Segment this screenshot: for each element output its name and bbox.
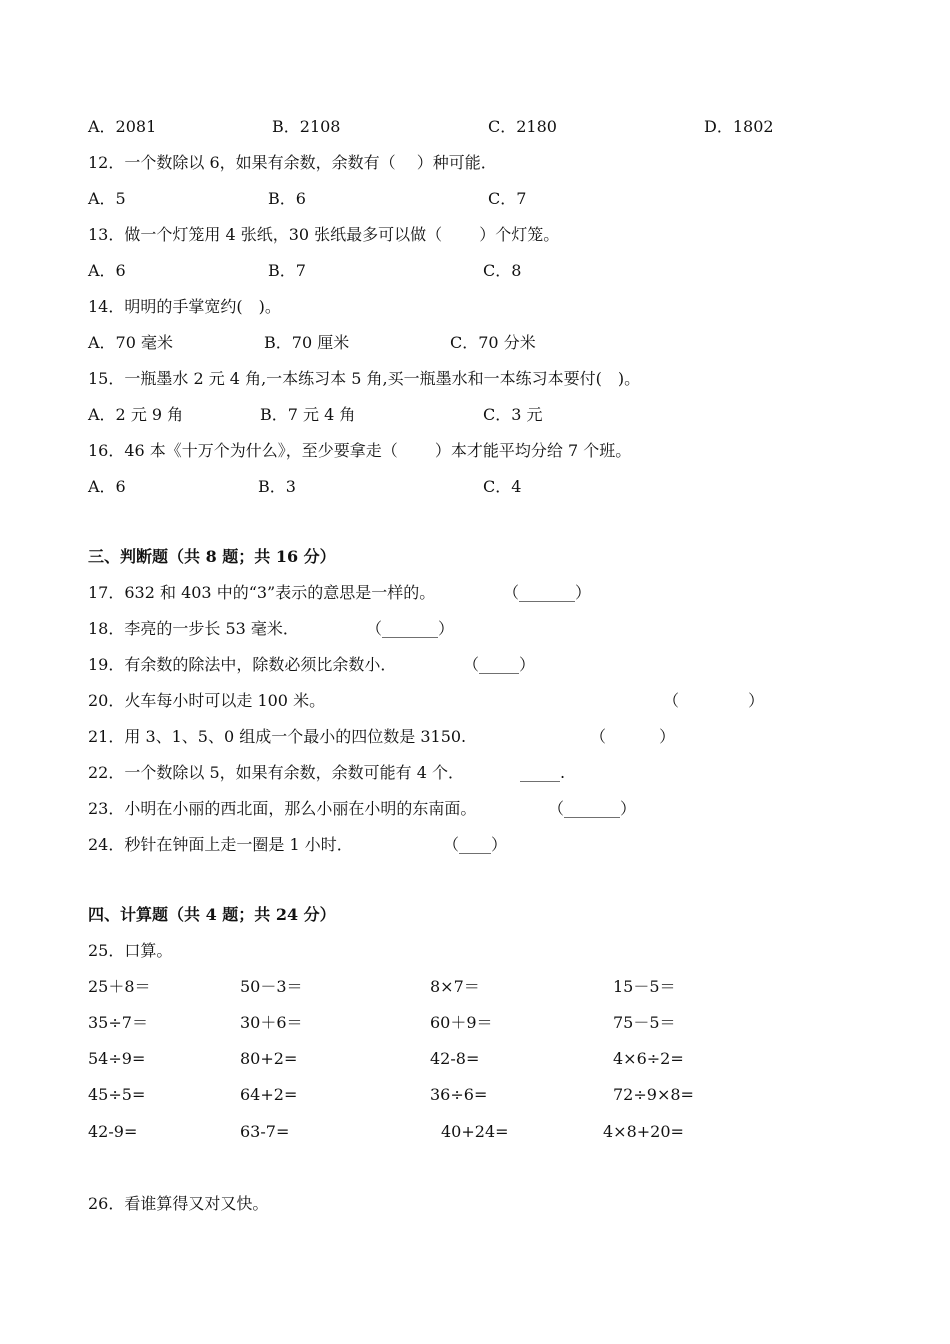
q23-answer-blank[interactable]: （_______） bbox=[548, 799, 637, 818]
q24-answer-blank[interactable]: （____） bbox=[443, 835, 508, 854]
q18-answer-blank[interactable]: （_______） bbox=[366, 619, 455, 638]
q14-text: 14．明明的手掌宽约( )。 bbox=[88, 297, 281, 316]
q16-option-b: B．3 bbox=[258, 477, 296, 496]
q11-option-a: A．2081 bbox=[88, 117, 157, 136]
q22-answer-blank[interactable]: _____. bbox=[520, 763, 566, 782]
q24-text: 24．秒针在钟面上走一圈是 1 小时． bbox=[88, 835, 353, 854]
calc-item: 42-9= bbox=[88, 1122, 138, 1141]
q11-option-b: B．2108 bbox=[272, 117, 341, 136]
q14-option-b: B．70 厘米 bbox=[264, 333, 350, 352]
q13-text: 13．做一个灯笼用 4 张纸，30 张纸最多可以做（ ）个灯笼。 bbox=[88, 225, 560, 244]
calc-item: 50－3＝ bbox=[240, 977, 303, 996]
q20-text: 20．火车每小时可以走 100 米。 bbox=[88, 691, 326, 710]
q18-text: 18．李亮的一步长 53 毫米． bbox=[88, 619, 299, 638]
q12-option-c: C．7 bbox=[488, 189, 527, 208]
calc-item: 36÷6= bbox=[430, 1085, 488, 1104]
q23-text: 23．小明在小丽的西北面，那么小丽在小明的东南面。 bbox=[88, 799, 477, 818]
q16-option-c: C．4 bbox=[483, 477, 522, 496]
calc-item: 35÷7＝ bbox=[88, 1013, 148, 1032]
calc-item: 45÷5= bbox=[88, 1085, 146, 1104]
q15-option-c: C．3 元 bbox=[483, 405, 543, 424]
calc-item: 42-8= bbox=[430, 1049, 480, 1068]
q21-answer-blank[interactable]: （ ） bbox=[590, 727, 676, 746]
q25-text: 25．口算。 bbox=[88, 941, 173, 960]
section3-heading: 三、判断题（共 8 题；共 16 分） bbox=[88, 547, 336, 566]
calc-item: 15－5＝ bbox=[613, 977, 676, 996]
calc-item: 60＋9＝ bbox=[430, 1013, 493, 1032]
q16-option-a: A．6 bbox=[88, 477, 126, 496]
q17-answer-blank[interactable]: （_______） bbox=[503, 583, 592, 602]
section4-heading: 四、计算题（共 4 题；共 24 分） bbox=[88, 905, 336, 924]
calc-item: 54÷9= bbox=[88, 1049, 146, 1068]
q16-text: 16．46 本《十万个为什么》，至少要拿走（ ）本才能平均分给 7 个班。 bbox=[88, 441, 632, 460]
q14-option-c: C．70 分米 bbox=[450, 333, 536, 352]
q19-answer-blank[interactable]: （_____） bbox=[463, 655, 536, 674]
q26-text: 26．看谁算得又对又快。 bbox=[88, 1194, 269, 1213]
q19-text: 19．有余数的除法中，除数必须比余数小． bbox=[88, 655, 397, 674]
calc-item: 4×6÷2= bbox=[613, 1049, 684, 1068]
q12-option-b: B．6 bbox=[268, 189, 306, 208]
calc-item: 64+2= bbox=[240, 1085, 298, 1104]
q15-option-b: B．7 元 4 角 bbox=[260, 405, 356, 424]
q15-text: 15．一瓶墨水 2 元 4 角,一本练习本 5 角,买一瓶墨水和一本练习本要付( )。 bbox=[88, 369, 641, 388]
q20-answer-blank[interactable]: （ ） bbox=[663, 691, 765, 710]
q11-option-d: D．1802 bbox=[704, 117, 774, 136]
q17-text: 17．632 和 403 中的“3”表示的意思是一样的。 bbox=[88, 583, 436, 602]
calc-item: 30＋6＝ bbox=[240, 1013, 303, 1032]
q13-option-b: B．7 bbox=[268, 261, 306, 280]
calc-item: 25＋8＝ bbox=[88, 977, 151, 996]
calc-item: 40+24= bbox=[441, 1122, 509, 1141]
calc-item: 4×8+20= bbox=[603, 1122, 684, 1141]
q13-option-a: A．6 bbox=[88, 261, 126, 280]
calc-item: 63-7= bbox=[240, 1122, 290, 1141]
calc-item: 80+2= bbox=[240, 1049, 298, 1068]
calc-item: 72÷9×8= bbox=[613, 1085, 694, 1104]
q11-option-c: C．2180 bbox=[488, 117, 557, 136]
q21-text: 21．用 3、1、5、0 组成一个最小的四位数是 3150. bbox=[88, 727, 467, 746]
q22-text: 22．一个数除以 5，如果有余数，余数可能有 4 个． bbox=[88, 763, 464, 782]
calc-item: 8×7＝ bbox=[430, 977, 480, 996]
q12-option-a: A．5 bbox=[88, 189, 126, 208]
calc-item: 75－5＝ bbox=[613, 1013, 676, 1032]
q15-option-a: A．2 元 9 角 bbox=[88, 405, 184, 424]
q12-text: 12．一个数除以 6，如果有余数，余数有（ ）种可能． bbox=[88, 153, 497, 172]
q13-option-c: C．8 bbox=[483, 261, 522, 280]
q14-option-a: A．70 毫米 bbox=[88, 333, 174, 352]
